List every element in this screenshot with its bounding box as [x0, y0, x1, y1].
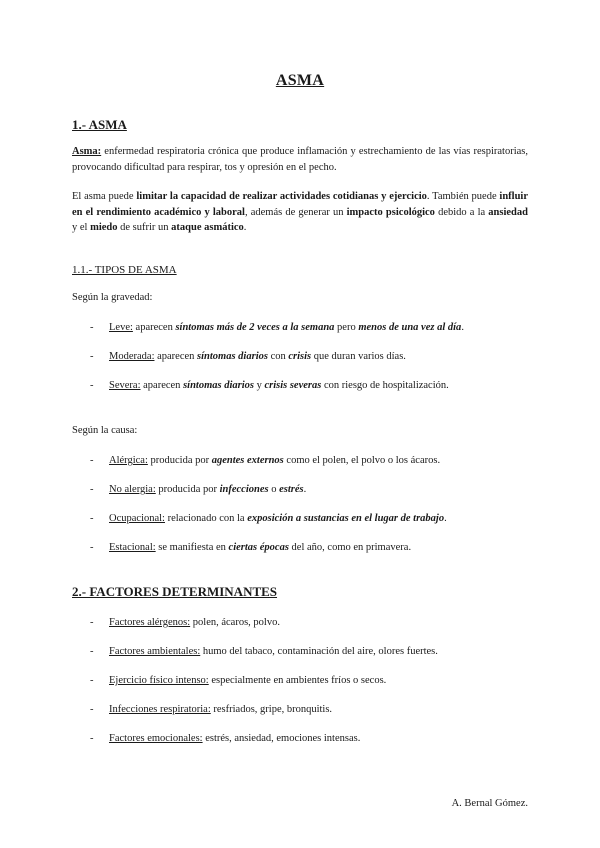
factor-text: resfriados, gripe, bronquitis. — [210, 704, 333, 715]
list-item-estacional — [90, 542, 530, 553]
factor-label: Factores ambientales: — [109, 646, 201, 657]
item-emphasis: estrés — [279, 484, 304, 495]
subsection-heading: 1.1.- TIPOS DE ASMA — [72, 264, 177, 276]
by-severity-label: Según la gravedad: — [72, 292, 153, 303]
asma-definition-text: enfermedad respiratoria crónica que produce inflamación y estrechamiento de las vías respiratorias, provocando dificultad para respirar, tos y opresión en el pecho. — [72, 146, 528, 173]
impact-bold: miedo — [90, 222, 118, 233]
factor-item — [90, 733, 530, 744]
list-item-leve — [90, 322, 530, 333]
item-emphasis: infecciones — [219, 484, 269, 495]
impact-bold: ataque asmático — [171, 222, 244, 233]
item-label: No alergia: — [109, 484, 156, 495]
item-emphasis: exposición a sustancias en el lugar de trabajo — [247, 513, 445, 524]
list-item-alergica — [90, 455, 530, 466]
item-label: Alérgica: — [109, 455, 148, 466]
item-text: . — [303, 484, 307, 495]
bullet-dash: - — [90, 322, 94, 333]
bullet-dash: - — [90, 675, 94, 686]
factor-label: Infecciones respiratoria: — [109, 704, 211, 715]
impact-bold: influir en el rendimiento académico y laboral — [72, 191, 528, 218]
item-label: Moderada: — [109, 351, 155, 362]
item-text: . — [444, 513, 447, 524]
item-emphasis: síntomas diarios — [183, 380, 254, 391]
document-title: ASMA — [275, 72, 325, 89]
factor-label: Ejercicio físico intenso: — [109, 675, 209, 686]
item-text: aparecen — [132, 322, 176, 333]
impact-text: El asma puede — [72, 191, 137, 202]
asma-term: Asma: — [72, 146, 102, 157]
footer-author: A. Bernal Gómez. — [451, 798, 528, 809]
section-2-heading: 2.- FACTORES DETERMINANTES — [72, 584, 278, 599]
impact-text: . También puede — [426, 191, 500, 202]
factor-label: Factores emocionales: — [109, 733, 203, 744]
item-text: producida por — [155, 484, 220, 495]
item-text: del año, como en primavera. — [288, 542, 412, 553]
item-emphasis: agentes externos — [211, 455, 284, 466]
asma-impact-paragraph — [72, 189, 528, 236]
item-label: Estacional: — [109, 542, 156, 553]
factor-text: humo del tabaco, contaminación del aire, olores fuertes. — [200, 646, 438, 657]
factor-text: polen, ácaros, polvo. — [190, 617, 280, 628]
factor-label: Factores alérgenos: — [109, 617, 191, 628]
bullet-dash: - — [90, 617, 94, 628]
impact-text: debido a la — [434, 206, 489, 218]
by-cause-label: Según la causa: — [72, 425, 138, 436]
list-item-severa — [90, 380, 530, 391]
list-item-moderada — [90, 351, 530, 362]
item-text: con — [267, 351, 289, 362]
factor-item — [90, 704, 530, 715]
item-text: se manifiesta en — [155, 542, 229, 553]
impact-bold: ansiedad — [488, 206, 528, 218]
item-emphasis: síntomas diarios — [197, 351, 268, 362]
impact-text: de sufrir un — [117, 222, 172, 233]
factor-text: especialmente en ambientes fríos o secos. — [208, 675, 387, 686]
list-item-no-alergica — [90, 484, 530, 495]
item-emphasis: crisis — [288, 351, 312, 362]
impact-text: . — [243, 222, 247, 233]
bullet-dash: - — [90, 351, 94, 362]
item-emphasis: ciertas épocas — [228, 542, 289, 553]
item-emphasis: síntomas más de 2 veces a la semana — [175, 322, 335, 333]
list-item-ocupacional — [90, 513, 530, 524]
item-text: y — [253, 380, 265, 391]
item-text: como el polen, el polvo o los ácaros. — [283, 455, 441, 466]
item-label: Ocupacional: — [109, 513, 165, 524]
factor-item — [90, 646, 530, 657]
impact-bold: limitar la capacidad de realizar actividades cotidianas y ejercicio — [136, 191, 427, 202]
factor-item — [90, 675, 530, 686]
item-text: que duran varios días. — [311, 351, 406, 362]
bullet-dash: - — [90, 513, 94, 524]
impact-bold: impacto psicológico — [346, 206, 435, 218]
bullet-dash: - — [90, 646, 94, 657]
bullet-dash: - — [90, 484, 94, 495]
impact-text: , además de generar un — [244, 206, 347, 218]
item-text: producida por — [147, 455, 212, 466]
item-text: relacionado con la — [164, 513, 248, 524]
section-1-heading: 1.- ASMA — [72, 117, 127, 132]
bullet-dash: - — [90, 542, 94, 553]
item-text: pero — [334, 322, 359, 333]
item-emphasis: crisis severas — [264, 380, 322, 391]
factor-item — [90, 617, 530, 628]
item-label: Leve: — [109, 322, 133, 333]
factor-text: estrés, ansiedad, emociones intensas. — [202, 733, 361, 744]
item-emphasis: menos de una vez al día — [358, 322, 462, 333]
item-text: . — [461, 322, 464, 333]
impact-text: y el — [72, 222, 91, 233]
item-label: Severa: — [109, 380, 141, 391]
bullet-dash: - — [90, 733, 94, 744]
item-text: aparecen — [154, 351, 198, 362]
item-text: o — [268, 484, 280, 495]
item-text: aparecen — [140, 380, 184, 391]
bullet-dash: - — [90, 380, 94, 391]
bullet-dash: - — [90, 704, 94, 715]
item-text: con riesgo de hospitalización. — [321, 380, 449, 391]
asma-definition-paragraph — [72, 144, 528, 175]
bullet-dash: - — [90, 455, 94, 466]
